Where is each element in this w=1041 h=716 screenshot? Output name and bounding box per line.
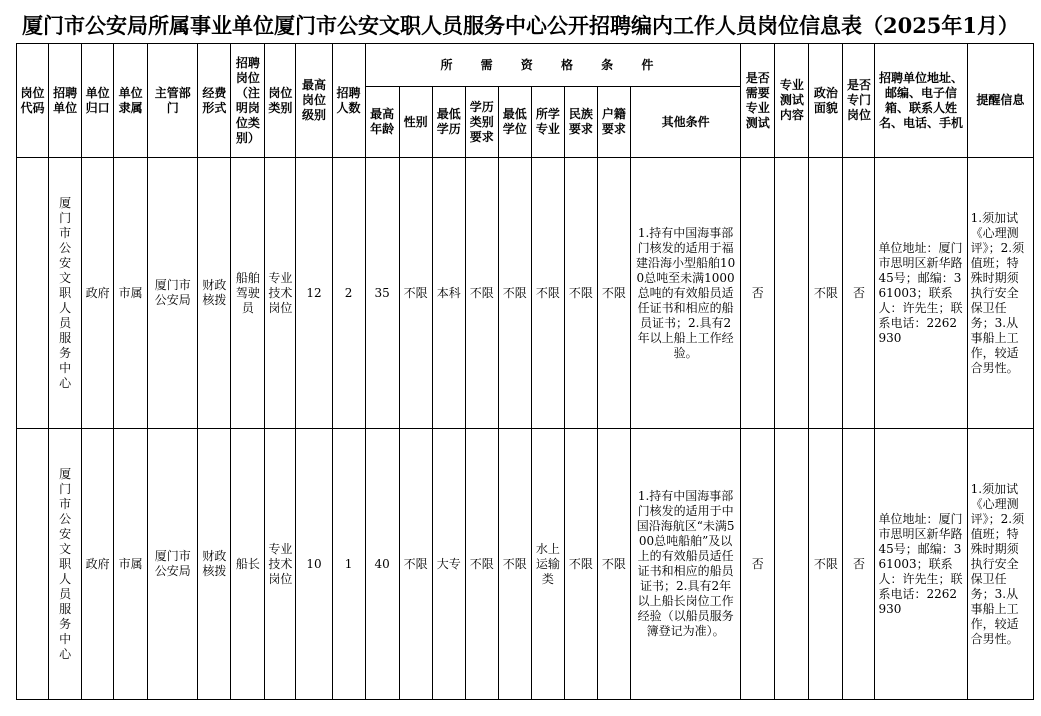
header-authority: 主管部门: [148, 44, 198, 158]
cell-major: 水上运输类: [531, 429, 564, 700]
cell-contact: 单位地址：厦门市思明区新华路45号；邮编：361003；联系人：许先生；联系电话：2262930: [875, 158, 967, 429]
header-post-type: 岗位类别: [265, 44, 296, 158]
cell-notes: 1.须加试《心理测评》；2.须值班；特殊时期须执行安全保卫任务；3.从事船上工作，较适合男性。: [967, 158, 1033, 429]
cell-notes: 1.须加试《心理测评》；2.须值班；特殊时期须执行安全保卫任务；3.从事船上工作，较适合男性。: [967, 429, 1033, 700]
cell-post-name: 船舶驾驶员: [231, 158, 265, 429]
cell-major: 不限: [531, 158, 564, 429]
cell-ethnicity: 不限: [564, 429, 597, 700]
cell-authority: 厦门市公安局: [148, 158, 198, 429]
page-title: 厦门市公安局所属事业单位厦门市公安文职人员服务中心公开招聘编内工作人员岗位信息表（2025年1月）: [21, 13, 1020, 38]
header-other: 其他条件: [630, 87, 740, 158]
cell-post-name: 船长: [231, 429, 265, 700]
header-funding: 经费形式: [198, 44, 231, 158]
cell-post-code: [17, 158, 49, 429]
header-edu-type: 学历类别要求: [465, 87, 498, 158]
cell-ethnicity: 不限: [564, 158, 597, 429]
table-row: [17, 429, 1034, 700]
header-max-grade: 最高岗位级别: [296, 44, 332, 158]
cell-other: 1.持有中国海事部门核发的适用于中国沿海航区“未满500总吨船舶”及以上的有效船员适任证书和相应的船员证书；2.具有2年以上船长岗位工作经验（以船员服务簿登记为准）。: [630, 429, 740, 700]
cell-post-type: 专业技术岗位: [265, 429, 296, 700]
cell-post-code: [17, 429, 49, 700]
header-special-post: 是否专门岗位: [843, 44, 875, 158]
header-min-edu: 最低学历: [432, 87, 465, 158]
cell-funding: 财政核拨: [198, 158, 231, 429]
header-contact: 招聘单位地址、邮编、电子信箱、联系人姓名、电话、手机: [875, 44, 967, 158]
cell-unit-category: 政府: [82, 429, 114, 700]
header-major: 所学专业: [531, 87, 564, 158]
header-unit-category: 单位归口: [82, 44, 114, 158]
cell-gender: 不限: [399, 158, 432, 429]
cell-max-grade: 12: [296, 158, 332, 429]
cell-max-age: 35: [365, 158, 399, 429]
cell-post-type: 专业技术岗位: [265, 158, 296, 429]
header-unit-affiliation: 单位隶属: [114, 44, 148, 158]
cell-max-age: 40: [365, 429, 399, 700]
cell-edu-type: 不限: [465, 158, 498, 429]
cell-hukou: 不限: [597, 429, 630, 700]
header-ethnicity: 民族要求: [564, 87, 597, 158]
cell-edu-type: 不限: [465, 429, 498, 700]
cell-max-grade: 10: [296, 429, 332, 700]
cell-gender: 不限: [399, 429, 432, 700]
cell-other: 1.持有中国海事部门核发的适用于福建沿海小型船舶100总吨至未满1000总吨的有效船员适任证书和相应的船员证书；2.具有2年以上船上工作经验。: [630, 158, 740, 429]
header-max-age: 最高年龄: [365, 87, 399, 158]
header-political: 政治面貌: [809, 44, 843, 158]
cell-test-content: [775, 429, 809, 700]
recruitment-table: [16, 43, 1034, 700]
cell-min-edu: 本科: [432, 158, 465, 429]
cell-special-post: 否: [843, 158, 875, 429]
header-hukou: 户籍要求: [597, 87, 630, 158]
cell-unit-category: 政府: [82, 158, 114, 429]
cell-unit-affiliation: 市属: [114, 158, 148, 429]
header-post-code: 岗位代码: [17, 44, 49, 158]
cell-recruit-unit: 厦门市公安文职人员服务中心: [49, 158, 82, 429]
header-test-content: 专业测试内容: [775, 44, 809, 158]
cell-min-degree: 不限: [498, 158, 531, 429]
header-notes: 提醒信息: [967, 44, 1033, 158]
cell-need-test: 否: [741, 429, 775, 700]
header-gender: 性别: [399, 87, 432, 158]
table-row: [17, 158, 1034, 429]
cell-need-test: 否: [741, 158, 775, 429]
cell-min-degree: 不限: [498, 429, 531, 700]
header-need-test: 是否需要专业测试: [741, 44, 775, 158]
header-recruit-unit: 招聘单位: [49, 44, 82, 158]
cell-min-edu: 大专: [432, 429, 465, 700]
cell-count: 1: [332, 429, 365, 700]
cell-political: 不限: [809, 158, 843, 429]
header-post-name: 招聘岗位（注明岗位类别）: [231, 44, 265, 158]
cell-count: 2: [332, 158, 365, 429]
cell-test-content: [775, 158, 809, 429]
cell-recruit-unit: 厦门市公安文职人员服务中心: [49, 429, 82, 700]
cell-hukou: 不限: [597, 158, 630, 429]
cell-special-post: 否: [843, 429, 875, 700]
cell-funding: 财政核拨: [198, 429, 231, 700]
cell-authority: 厦门市公安局: [148, 429, 198, 700]
cell-unit-affiliation: 市属: [114, 429, 148, 700]
header-min-degree: 最低学位: [498, 87, 531, 158]
cell-political: 不限: [809, 429, 843, 700]
header-count: 招聘人数: [332, 44, 365, 158]
header-requirements: 所 需 资 格 条 件: [365, 44, 741, 87]
cell-contact: 单位地址：厦门市思明区新华路45号；邮编：361003；联系人：许先生；联系电话：2262930: [875, 429, 967, 700]
